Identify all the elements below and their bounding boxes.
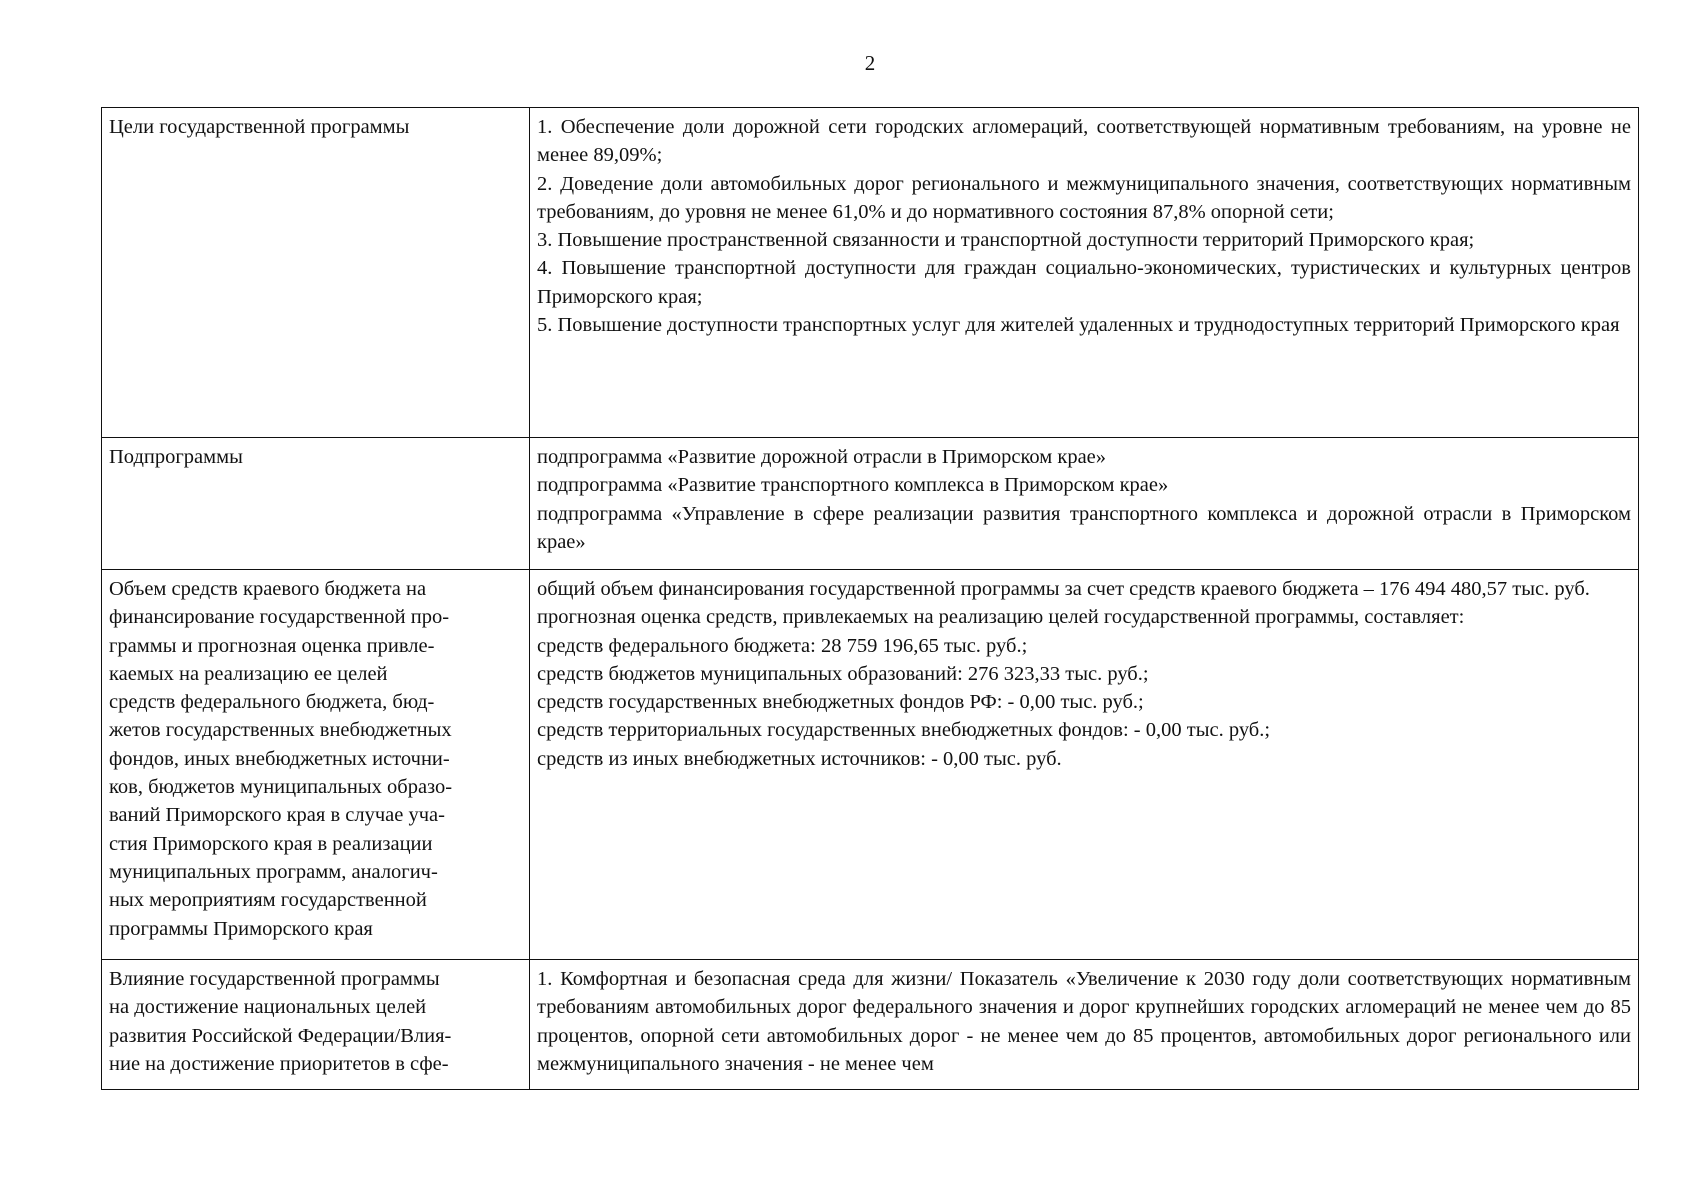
subprograms-label bbox=[102, 438, 530, 570]
budget-federal: средств федерального бюджета: 28 759 196,65 тыс. руб.; bbox=[537, 634, 1028, 657]
budget-label-line: средств федерального бюджета, бюд- bbox=[109, 691, 435, 714]
goal-item: 5. Повышение доступности транспортных услуг для жителей удаленных и труднодоступных территорий Приморского края bbox=[537, 314, 1620, 337]
budget-label-line: финансирование государственной про- bbox=[109, 606, 450, 629]
budget-label-line: фондов, иных внебюджетных источни- bbox=[109, 747, 450, 770]
budget-value bbox=[530, 570, 1639, 960]
table-row-subprograms bbox=[102, 438, 1639, 570]
subprogram-item: подпрограмма «Управление в сфере реализации развития транспортного комплекса и дорожной отрасли в Приморском крае» bbox=[537, 502, 1631, 553]
budget-label-line: ваний Приморского края в случае уча- bbox=[109, 804, 445, 827]
budget-territorial-offbudget: средств территориальных государственных внебюджетных фондов: - 0,00 тыс. руб.; bbox=[537, 719, 1271, 742]
page-number: 2 bbox=[864, 51, 876, 75]
budget-label-line: муниципальных программ, аналогич- bbox=[109, 860, 438, 883]
goal-item: 2. Доведение доли автомобильных дорог регионального и межмуниципального значения, соответствующих нормативным требованиям, до уровня не менее 61,0% и до нормативного состояния 87,8% опорной сети; bbox=[537, 172, 1631, 223]
table-row-influence bbox=[102, 960, 1639, 1090]
goal-item: 3. Повышение пространственной связанности и транспортной доступности территорий Приморского края; bbox=[537, 229, 1475, 252]
budget-label-line: жетов государственных внебюджетных bbox=[109, 719, 452, 742]
program-passport-table bbox=[101, 107, 1639, 1090]
budget-label-line: каемых на реализацию ее целей bbox=[109, 662, 388, 685]
table-row-goals bbox=[102, 108, 1639, 438]
subprogram-item: подпрограмма «Развитие дорожной отрасли в Приморском крае» bbox=[537, 446, 1107, 468]
subprograms-label-text: Подпрограммы bbox=[109, 446, 243, 468]
goals-label bbox=[102, 108, 530, 438]
influence-label-line: Влияние государственной программы bbox=[109, 968, 440, 990]
goals-label-text: Цели государственной программы bbox=[109, 116, 410, 138]
budget-other-sources: средств из иных внебюджетных источников: - 0,00 тыс. руб. bbox=[537, 747, 1062, 770]
influence-text: 1. Комфортная и безопасная среда для жизни/ Показатель «Увеличение к 2030 году доли соответствующих нормативным требованиям автомобильных дорог федерального значения и дорог крупнейших городских агломераций не менее чем до 85 процентов, опорной сети автомобильных дорог - не менее чем до 85 процентов, автомобильных дорог регионального или межмуниципального значения - не менее чем bbox=[537, 968, 1631, 1075]
budget-total: общий объем финансирования государственной программы за счет средств краевого бюджета – 176 494 480,57 тыс. руб. bbox=[537, 578, 1590, 600]
budget-label-line: Объем средств краевого бюджета на bbox=[109, 578, 427, 600]
influence-value bbox=[530, 960, 1639, 1090]
subprograms-value bbox=[530, 438, 1639, 570]
budget-state-offbudget: средств государственных внебюджетных фондов РФ: - 0,00 тыс. руб.; bbox=[537, 691, 1144, 714]
influence-label bbox=[102, 960, 530, 1090]
budget-label-line: граммы и прогнозная оценка привле- bbox=[109, 634, 435, 657]
budget-label-line: ков, бюджетов муниципальных образо- bbox=[109, 776, 453, 799]
influence-label-line: на достижение национальных целей bbox=[109, 996, 427, 1019]
budget-label-line: стия Приморского края в реализации bbox=[109, 832, 433, 855]
budget-label-line: программы Приморского края bbox=[109, 917, 373, 940]
budget-forecast-intro: прогнозная оценка средств, привлекаемых на реализацию целей государственной программы, составляет: bbox=[537, 606, 1465, 629]
goal-item: 1. Обеспечение доли дорожной сети городских агломераций, соответствующей нормативным требованиям, на уровне не менее 89,09%; bbox=[537, 116, 1631, 167]
goals-value bbox=[530, 108, 1639, 438]
budget-municipal: средств бюджетов муниципальных образований: 276 323,33 тыс. руб.; bbox=[537, 662, 1149, 685]
goal-item: 4. Повышение транспортной доступности для граждан социально-экономических, туристических и культурных центров Приморского края; bbox=[537, 257, 1631, 308]
table-row-budget bbox=[102, 570, 1639, 960]
budget-label bbox=[102, 570, 530, 960]
influence-label-line: развития Российской Федерации/Влия- bbox=[109, 1024, 452, 1047]
budget-label-line: ных мероприятиям государственной bbox=[109, 889, 427, 912]
influence-label-line: ние на достижение приоритетов в сфе- bbox=[109, 1052, 449, 1075]
subprogram-item: подпрограмма «Развитие транспортного комплекса в Приморском крае» bbox=[537, 474, 1169, 497]
